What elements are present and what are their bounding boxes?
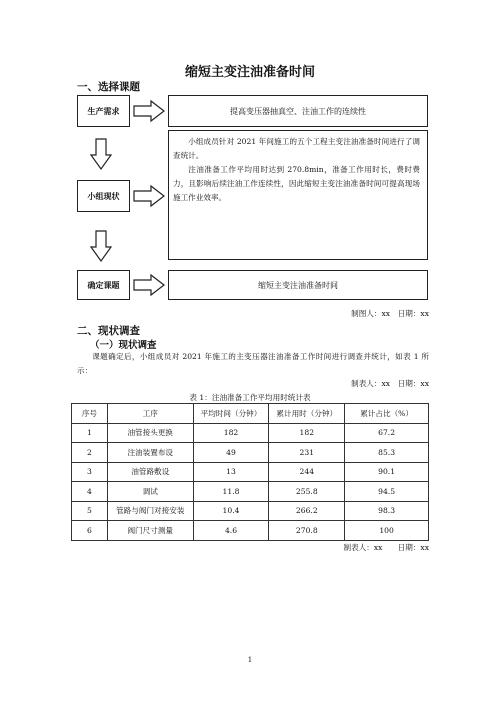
need-label-box [77,95,130,127]
section-heading-1: 一、选择课题 [77,81,140,93]
topic-text: 缩短主变注油准备时间 [258,280,338,290]
need-text-box [168,95,428,127]
need-label: 生产需求 [87,106,120,116]
down-arrow-icon [90,138,112,170]
down-arrow-icon [90,230,112,262]
table-cell: 6 [72,521,108,541]
right-arrow-icon [133,274,165,296]
table-cell: 4 [72,482,108,502]
table-row [72,482,429,502]
table-cell: 182 [269,423,345,443]
table-cell: 管路与阀门对接安装 [107,501,193,521]
table-header-row [72,404,429,424]
table-cell: 2 [72,443,108,463]
subsection-heading: （一）现状调查 [90,340,157,351]
table-cell: 49 [193,443,269,463]
table-cell: 182 [193,423,269,443]
table-cell: 100 [345,521,429,541]
intro-paragraph: 课题确定后，小组成员对 2021 年施工的主变压器注油准备工作时间进行调查并统计，如表 1 所示： [77,352,429,375]
table-cell: 油管接头更换 [107,423,193,443]
table-cell: 油管路敷设 [107,462,193,482]
table-cell: 调试 [107,482,193,502]
table-cell: 231 [269,443,345,463]
topic-label: 确定课题 [87,280,120,290]
table-cell: 11.8 [193,482,269,502]
table-cell: 266.2 [269,501,345,521]
table-cell: 5 [72,501,108,521]
need-text: 提高变压器抽真空、注油工作的连续性 [230,106,366,116]
table-row [72,423,429,443]
table-row [72,462,429,482]
table-cell: 阀门尺寸测量 [107,521,193,541]
table-cell: 10.4 [193,501,269,521]
status-label-box [77,180,130,212]
table-cell: 1 [72,423,108,443]
table-cell: 3 [72,462,108,482]
table-meta-bottom: 制表人：xx 日期：xx [343,543,429,552]
table-cell: 4.6 [193,521,269,541]
right-arrow-icon [133,185,165,207]
table-row [72,443,429,463]
header-cell: 累计用时（分钟） [269,404,345,424]
table-meta-top: 制表人：xx 日期：xx [351,379,429,388]
table-cell: 67.2 [345,423,429,443]
diagram-meta: 制图人：xx 日期：xx [351,309,429,318]
table-cell: 270.8 [269,521,345,541]
table-caption: 表 1：注油准备工作平均用时统计表 [189,393,311,402]
table-cell: 94.5 [345,482,429,502]
table-cell: 注油装置布设 [107,443,193,463]
table-cell: 255.8 [269,482,345,502]
table-cell: 13 [193,462,269,482]
page-title: 缩短主变注油准备时间 [184,65,315,80]
status-paragraph-2: 注油准备工作平均用时达到 270.8min，准备工作用时长，费时费力，且影响后续注油工作连续性，因此缩短主变注油准备时间可提高现场施工作业效率。 [173,165,420,202]
right-arrow-icon [133,100,165,122]
table-cell: 98.3 [345,501,429,521]
header-cell: 工序 [107,404,193,424]
table-cell: 90.1 [345,462,429,482]
topic-text-box [168,270,428,300]
header-cell: 序号 [72,404,108,424]
table-row [72,501,429,521]
section-heading-2: 二、现状调查 [77,325,140,337]
table-row [72,521,429,541]
table-cell: 85.3 [345,443,429,463]
status-text-box [168,130,428,260]
table-cell: 244 [269,462,345,482]
page-number: 1 [247,656,253,664]
topic-label-box [77,270,130,300]
header-cell: 平均时间（分钟） [193,404,269,424]
status-paragraph-1: 小组成员针对 2021 年间施工的五个工程主变注油准备时间进行了调查统计。 [173,137,420,160]
status-label: 小组现状 [87,191,120,201]
header-cell: 累计占比（%） [345,404,429,424]
stats-table [71,403,429,541]
